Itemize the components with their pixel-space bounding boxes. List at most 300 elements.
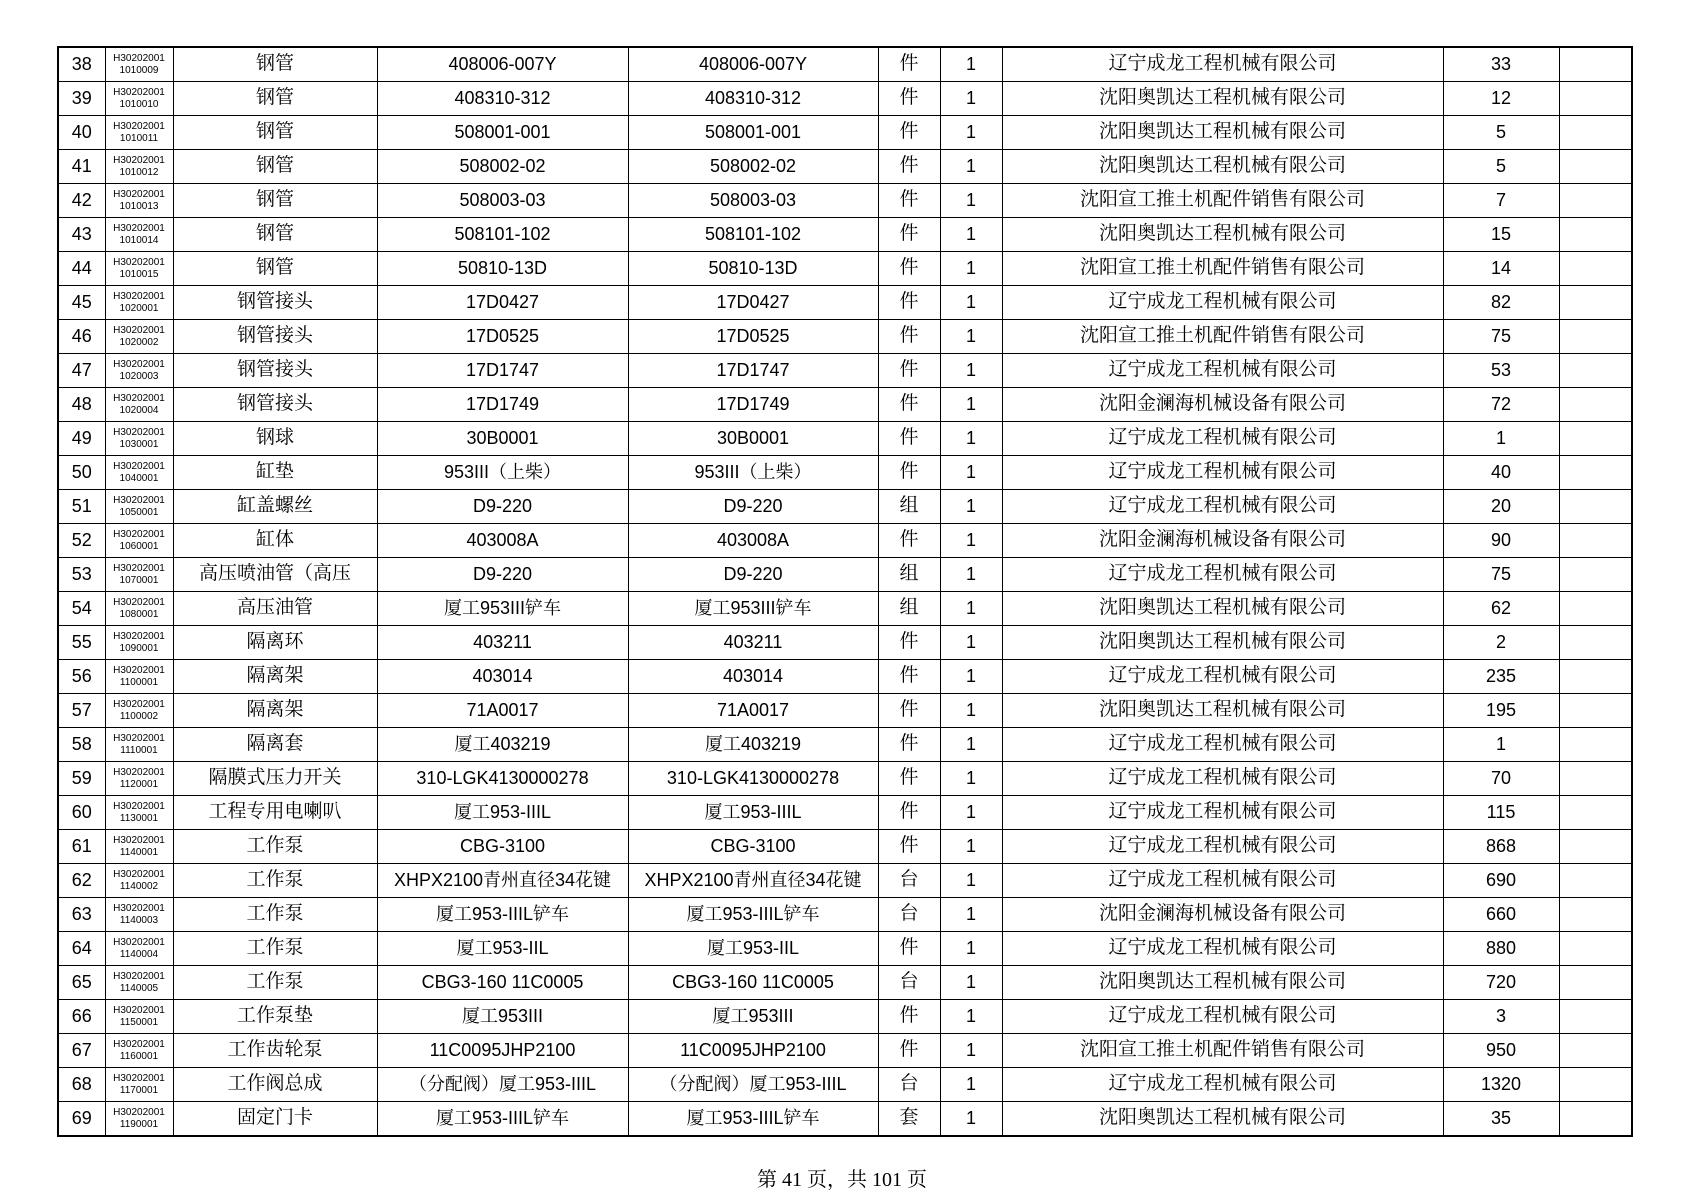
price-cell: 75 bbox=[1443, 320, 1559, 354]
price-cell: 53 bbox=[1443, 354, 1559, 388]
price-cell: 2 bbox=[1443, 626, 1559, 660]
remark-cell bbox=[1559, 558, 1632, 592]
model-cell: 厦工953-IIIL铲车 bbox=[628, 898, 878, 932]
item-name-cell: 钢管 bbox=[173, 184, 377, 218]
spec-cell: 厦工953III bbox=[377, 1000, 628, 1034]
price-cell: 70 bbox=[1443, 762, 1559, 796]
model-cell: 310-LGK4130000278 bbox=[628, 762, 878, 796]
price-cell: 72 bbox=[1443, 388, 1559, 422]
item-code-cell: H30202001 1030001 bbox=[105, 422, 173, 456]
item-code-cell: H30202001 1150001 bbox=[105, 1000, 173, 1034]
item-code-cell: H30202001 1010014 bbox=[105, 218, 173, 252]
unit-cell: 件 bbox=[878, 1000, 940, 1034]
table-row bbox=[58, 1000, 1632, 1034]
item-code-cell: H30202001 1020001 bbox=[105, 286, 173, 320]
unit-cell: 件 bbox=[878, 830, 940, 864]
model-cell: 403211 bbox=[628, 626, 878, 660]
model-cell: D9-220 bbox=[628, 490, 878, 524]
quantity-cell: 1 bbox=[940, 694, 1002, 728]
model-cell: 50810-13D bbox=[628, 252, 878, 286]
model-cell: 17D0427 bbox=[628, 286, 878, 320]
quantity-cell: 1 bbox=[940, 966, 1002, 1000]
item-code-cell: H30202001 1020003 bbox=[105, 354, 173, 388]
spec-cell: 508002-02 bbox=[377, 150, 628, 184]
supplier-cell: 辽宁成龙工程机械有限公司 bbox=[1002, 932, 1443, 966]
quantity-cell: 1 bbox=[940, 864, 1002, 898]
item-name-cell: 工作泵 bbox=[173, 898, 377, 932]
row-number-cell: 39 bbox=[58, 82, 105, 116]
item-name-cell: 工程专用电喇叭 bbox=[173, 796, 377, 830]
supplier-cell: 沈阳奥凯达工程机械有限公司 bbox=[1002, 150, 1443, 184]
item-code-cell: H30202001 1010011 bbox=[105, 116, 173, 150]
spec-cell: CBG-3100 bbox=[377, 830, 628, 864]
price-cell: 235 bbox=[1443, 660, 1559, 694]
supplier-cell: 沈阳宣工推土机配件销售有限公司 bbox=[1002, 320, 1443, 354]
remark-cell bbox=[1559, 354, 1632, 388]
supplier-cell: 沈阳宣工推土机配件销售有限公司 bbox=[1002, 1034, 1443, 1068]
item-code-cell: H30202001 1140001 bbox=[105, 830, 173, 864]
item-code-cell: H30202001 1010013 bbox=[105, 184, 173, 218]
model-cell: 厦工953-IIIL铲车 bbox=[628, 1102, 878, 1137]
table-row bbox=[58, 728, 1632, 762]
price-cell: 720 bbox=[1443, 966, 1559, 1000]
remark-cell bbox=[1559, 762, 1632, 796]
unit-cell: 件 bbox=[878, 524, 940, 558]
supplier-cell: 沈阳奥凯达工程机械有限公司 bbox=[1002, 82, 1443, 116]
spec-cell: 953III（上柴） bbox=[377, 456, 628, 490]
unit-cell: 件 bbox=[878, 660, 940, 694]
model-cell: 408310-312 bbox=[628, 82, 878, 116]
spec-cell: D9-220 bbox=[377, 558, 628, 592]
remark-cell bbox=[1559, 796, 1632, 830]
quantity-cell: 1 bbox=[940, 456, 1002, 490]
price-cell: 7 bbox=[1443, 184, 1559, 218]
row-number-cell: 44 bbox=[58, 252, 105, 286]
item-name-cell: 缸垫 bbox=[173, 456, 377, 490]
supplier-cell: 沈阳金澜海机械设备有限公司 bbox=[1002, 898, 1443, 932]
spec-cell: 403008A bbox=[377, 524, 628, 558]
row-number-cell: 66 bbox=[58, 1000, 105, 1034]
price-cell: 14 bbox=[1443, 252, 1559, 286]
spec-cell: XHPX2100青州直径34花键 bbox=[377, 864, 628, 898]
item-code-cell: H30202001 1140003 bbox=[105, 898, 173, 932]
quantity-cell: 1 bbox=[940, 422, 1002, 456]
supplier-cell: 辽宁成龙工程机械有限公司 bbox=[1002, 796, 1443, 830]
supplier-cell: 辽宁成龙工程机械有限公司 bbox=[1002, 47, 1443, 82]
row-number-cell: 42 bbox=[58, 184, 105, 218]
model-cell: 408006-007Y bbox=[628, 47, 878, 82]
table-row bbox=[58, 150, 1632, 184]
item-code-cell: H30202001 1140004 bbox=[105, 932, 173, 966]
unit-cell: 组 bbox=[878, 592, 940, 626]
row-number-cell: 62 bbox=[58, 864, 105, 898]
table-row bbox=[58, 490, 1632, 524]
unit-cell: 件 bbox=[878, 354, 940, 388]
unit-cell: 件 bbox=[878, 694, 940, 728]
remark-cell bbox=[1559, 456, 1632, 490]
price-cell: 1320 bbox=[1443, 1068, 1559, 1102]
spec-cell: 403211 bbox=[377, 626, 628, 660]
item-name-cell: 钢管 bbox=[173, 116, 377, 150]
unit-cell: 台 bbox=[878, 898, 940, 932]
unit-cell: 件 bbox=[878, 286, 940, 320]
price-cell: 3 bbox=[1443, 1000, 1559, 1034]
remark-cell bbox=[1559, 898, 1632, 932]
price-cell: 690 bbox=[1443, 864, 1559, 898]
remark-cell bbox=[1559, 286, 1632, 320]
unit-cell: 件 bbox=[878, 388, 940, 422]
item-name-cell: 钢管接头 bbox=[173, 388, 377, 422]
unit-cell: 组 bbox=[878, 558, 940, 592]
supplier-cell: 辽宁成龙工程机械有限公司 bbox=[1002, 864, 1443, 898]
price-cell: 33 bbox=[1443, 47, 1559, 82]
spec-cell: 50810-13D bbox=[377, 252, 628, 286]
remark-cell bbox=[1559, 150, 1632, 184]
supplier-cell: 辽宁成龙工程机械有限公司 bbox=[1002, 830, 1443, 864]
spec-cell: 厦工953-IIIL铲车 bbox=[377, 1102, 628, 1137]
supplier-cell: 沈阳金澜海机械设备有限公司 bbox=[1002, 524, 1443, 558]
model-cell: 403014 bbox=[628, 660, 878, 694]
model-cell: XHPX2100青州直径34花键 bbox=[628, 864, 878, 898]
table-row bbox=[58, 422, 1632, 456]
table-row bbox=[58, 286, 1632, 320]
table-row bbox=[58, 1102, 1632, 1137]
row-number-cell: 51 bbox=[58, 490, 105, 524]
spec-cell: 508003-03 bbox=[377, 184, 628, 218]
item-name-cell: 钢管 bbox=[173, 218, 377, 252]
item-name-cell: 工作阀总成 bbox=[173, 1068, 377, 1102]
item-code-cell: H30202001 1060001 bbox=[105, 524, 173, 558]
item-code-cell: H30202001 1010012 bbox=[105, 150, 173, 184]
row-number-cell: 53 bbox=[58, 558, 105, 592]
spec-cell: 71A0017 bbox=[377, 694, 628, 728]
unit-cell: 件 bbox=[878, 796, 940, 830]
supplier-cell: 沈阳奥凯达工程机械有限公司 bbox=[1002, 116, 1443, 150]
remark-cell bbox=[1559, 422, 1632, 456]
item-code-cell: H30202001 1120001 bbox=[105, 762, 173, 796]
page-number: 第 41 页，共 101 页 bbox=[757, 1169, 927, 1191]
item-code-cell: H30202001 1100002 bbox=[105, 694, 173, 728]
quantity-cell: 1 bbox=[940, 898, 1002, 932]
supplier-cell: 沈阳奥凯达工程机械有限公司 bbox=[1002, 694, 1443, 728]
quantity-cell: 1 bbox=[940, 762, 1002, 796]
spec-cell: 30B0001 bbox=[377, 422, 628, 456]
item-name-cell: 钢管接头 bbox=[173, 286, 377, 320]
supplier-cell: 辽宁成龙工程机械有限公司 bbox=[1002, 422, 1443, 456]
model-cell: 厦工953III bbox=[628, 1000, 878, 1034]
price-table bbox=[57, 46, 1633, 1137]
spec-cell: 508101-102 bbox=[377, 218, 628, 252]
quantity-cell: 1 bbox=[940, 592, 1002, 626]
quantity-cell: 1 bbox=[940, 116, 1002, 150]
remark-cell bbox=[1559, 524, 1632, 558]
unit-cell: 组 bbox=[878, 490, 940, 524]
table-row bbox=[58, 116, 1632, 150]
item-name-cell: 隔膜式压力开关 bbox=[173, 762, 377, 796]
model-cell: 30B0001 bbox=[628, 422, 878, 456]
unit-cell: 件 bbox=[878, 82, 940, 116]
quantity-cell: 1 bbox=[940, 184, 1002, 218]
unit-cell: 件 bbox=[878, 184, 940, 218]
supplier-cell: 辽宁成龙工程机械有限公司 bbox=[1002, 762, 1443, 796]
item-code-cell: H30202001 1020002 bbox=[105, 320, 173, 354]
spec-cell: CBG3-160 11C0005 bbox=[377, 966, 628, 1000]
item-name-cell: 钢管 bbox=[173, 150, 377, 184]
spec-cell: 17D0525 bbox=[377, 320, 628, 354]
price-cell: 82 bbox=[1443, 286, 1559, 320]
table-row bbox=[58, 898, 1632, 932]
table-row bbox=[58, 830, 1632, 864]
row-number-cell: 46 bbox=[58, 320, 105, 354]
table-row bbox=[58, 966, 1632, 1000]
item-name-cell: 工作泵 bbox=[173, 932, 377, 966]
item-name-cell: 缸体 bbox=[173, 524, 377, 558]
remark-cell bbox=[1559, 864, 1632, 898]
quantity-cell: 1 bbox=[940, 524, 1002, 558]
item-name-cell: 工作泵 bbox=[173, 830, 377, 864]
remark-cell bbox=[1559, 82, 1632, 116]
row-number-cell: 41 bbox=[58, 150, 105, 184]
unit-cell: 台 bbox=[878, 864, 940, 898]
row-number-cell: 64 bbox=[58, 932, 105, 966]
price-cell: 660 bbox=[1443, 898, 1559, 932]
spec-cell: 403014 bbox=[377, 660, 628, 694]
quantity-cell: 1 bbox=[940, 218, 1002, 252]
table-row bbox=[58, 354, 1632, 388]
model-cell: D9-220 bbox=[628, 558, 878, 592]
supplier-cell: 沈阳奥凯达工程机械有限公司 bbox=[1002, 626, 1443, 660]
remark-cell bbox=[1559, 388, 1632, 422]
model-cell: 17D0525 bbox=[628, 320, 878, 354]
price-cell: 15 bbox=[1443, 218, 1559, 252]
table-row bbox=[58, 932, 1632, 966]
item-name-cell: 工作齿轮泵 bbox=[173, 1034, 377, 1068]
spec-cell: 17D0427 bbox=[377, 286, 628, 320]
unit-cell: 件 bbox=[878, 456, 940, 490]
remark-cell bbox=[1559, 116, 1632, 150]
quantity-cell: 1 bbox=[940, 796, 1002, 830]
model-cell: 17D1747 bbox=[628, 354, 878, 388]
quantity-cell: 1 bbox=[940, 354, 1002, 388]
remark-cell bbox=[1559, 728, 1632, 762]
price-cell: 5 bbox=[1443, 116, 1559, 150]
quantity-cell: 1 bbox=[940, 626, 1002, 660]
item-code-cell: H30202001 1100001 bbox=[105, 660, 173, 694]
unit-cell: 台 bbox=[878, 1068, 940, 1102]
supplier-cell: 辽宁成龙工程机械有限公司 bbox=[1002, 456, 1443, 490]
quantity-cell: 1 bbox=[940, 252, 1002, 286]
remark-cell bbox=[1559, 966, 1632, 1000]
model-cell: （分配阀）厦工953-IIIL bbox=[628, 1068, 878, 1102]
row-number-cell: 59 bbox=[58, 762, 105, 796]
remark-cell bbox=[1559, 47, 1632, 82]
model-cell: 厦工953III铲车 bbox=[628, 592, 878, 626]
table-row bbox=[58, 218, 1632, 252]
price-cell: 5 bbox=[1443, 150, 1559, 184]
table-row bbox=[58, 626, 1632, 660]
item-name-cell: 钢管 bbox=[173, 252, 377, 286]
row-number-cell: 50 bbox=[58, 456, 105, 490]
row-number-cell: 49 bbox=[58, 422, 105, 456]
unit-cell: 套 bbox=[878, 1102, 940, 1137]
row-number-cell: 40 bbox=[58, 116, 105, 150]
supplier-cell: 沈阳奥凯达工程机械有限公司 bbox=[1002, 218, 1443, 252]
item-name-cell: 工作泵垫 bbox=[173, 1000, 377, 1034]
row-number-cell: 52 bbox=[58, 524, 105, 558]
table-row bbox=[58, 592, 1632, 626]
item-code-cell: H30202001 1090001 bbox=[105, 626, 173, 660]
model-cell: 508001-001 bbox=[628, 116, 878, 150]
model-cell: 17D1749 bbox=[628, 388, 878, 422]
supplier-cell: 沈阳奥凯达工程机械有限公司 bbox=[1002, 966, 1443, 1000]
price-cell: 1 bbox=[1443, 728, 1559, 762]
quantity-cell: 1 bbox=[940, 728, 1002, 762]
row-number-cell: 47 bbox=[58, 354, 105, 388]
price-cell: 950 bbox=[1443, 1034, 1559, 1068]
price-cell: 195 bbox=[1443, 694, 1559, 728]
price-cell: 880 bbox=[1443, 932, 1559, 966]
unit-cell: 件 bbox=[878, 47, 940, 82]
item-code-cell: H30202001 1080001 bbox=[105, 592, 173, 626]
price-cell: 12 bbox=[1443, 82, 1559, 116]
remark-cell bbox=[1559, 626, 1632, 660]
supplier-cell: 辽宁成龙工程机械有限公司 bbox=[1002, 354, 1443, 388]
supplier-cell: 沈阳宣工推土机配件销售有限公司 bbox=[1002, 252, 1443, 286]
table-row bbox=[58, 47, 1632, 82]
supplier-cell: 辽宁成龙工程机械有限公司 bbox=[1002, 1000, 1443, 1034]
table-row bbox=[58, 1068, 1632, 1102]
table-row bbox=[58, 82, 1632, 116]
model-cell: CBG-3100 bbox=[628, 830, 878, 864]
remark-cell bbox=[1559, 830, 1632, 864]
item-code-cell: H30202001 1010010 bbox=[105, 82, 173, 116]
unit-cell: 件 bbox=[878, 320, 940, 354]
spec-cell: 11C0095JHP2100 bbox=[377, 1034, 628, 1068]
row-number-cell: 57 bbox=[58, 694, 105, 728]
item-code-cell: H30202001 1070001 bbox=[105, 558, 173, 592]
supplier-cell: 辽宁成龙工程机械有限公司 bbox=[1002, 490, 1443, 524]
item-code-cell: H30202001 1050001 bbox=[105, 490, 173, 524]
table-row bbox=[58, 762, 1632, 796]
quantity-cell: 1 bbox=[940, 558, 1002, 592]
table-row bbox=[58, 1034, 1632, 1068]
quantity-cell: 1 bbox=[940, 1068, 1002, 1102]
item-name-cell: 钢管 bbox=[173, 82, 377, 116]
row-number-cell: 48 bbox=[58, 388, 105, 422]
spec-cell: 厦工953-IIIL bbox=[377, 796, 628, 830]
quantity-cell: 1 bbox=[940, 47, 1002, 82]
table-row bbox=[58, 796, 1632, 830]
item-name-cell: 钢管接头 bbox=[173, 354, 377, 388]
table-row bbox=[58, 184, 1632, 218]
spec-cell: 408310-312 bbox=[377, 82, 628, 116]
price-cell: 75 bbox=[1443, 558, 1559, 592]
spec-cell: 17D1747 bbox=[377, 354, 628, 388]
remark-cell bbox=[1559, 252, 1632, 286]
row-number-cell: 65 bbox=[58, 966, 105, 1000]
table-row bbox=[58, 524, 1632, 558]
remark-cell bbox=[1559, 1034, 1632, 1068]
row-number-cell: 43 bbox=[58, 218, 105, 252]
row-number-cell: 45 bbox=[58, 286, 105, 320]
spec-cell: 厦工403219 bbox=[377, 728, 628, 762]
remark-cell bbox=[1559, 932, 1632, 966]
supplier-cell: 辽宁成龙工程机械有限公司 bbox=[1002, 558, 1443, 592]
spec-cell: 厦工953-IIL bbox=[377, 932, 628, 966]
item-name-cell: 高压油管 bbox=[173, 592, 377, 626]
quantity-cell: 1 bbox=[940, 490, 1002, 524]
row-number-cell: 61 bbox=[58, 830, 105, 864]
quantity-cell: 1 bbox=[940, 932, 1002, 966]
remark-cell bbox=[1559, 1068, 1632, 1102]
remark-cell bbox=[1559, 1000, 1632, 1034]
spec-cell: D9-220 bbox=[377, 490, 628, 524]
price-cell: 35 bbox=[1443, 1102, 1559, 1137]
item-name-cell: 隔离架 bbox=[173, 694, 377, 728]
item-code-cell: H30202001 1140002 bbox=[105, 864, 173, 898]
quantity-cell: 1 bbox=[940, 1102, 1002, 1137]
table-row bbox=[58, 864, 1632, 898]
remark-cell bbox=[1559, 184, 1632, 218]
row-number-cell: 56 bbox=[58, 660, 105, 694]
table-row bbox=[58, 388, 1632, 422]
remark-cell bbox=[1559, 490, 1632, 524]
model-cell: 厦工403219 bbox=[628, 728, 878, 762]
spec-cell: 17D1749 bbox=[377, 388, 628, 422]
item-name-cell: 工作泵 bbox=[173, 966, 377, 1000]
item-name-cell: 钢球 bbox=[173, 422, 377, 456]
price-cell: 115 bbox=[1443, 796, 1559, 830]
unit-cell: 件 bbox=[878, 218, 940, 252]
model-cell: 403008A bbox=[628, 524, 878, 558]
row-number-cell: 38 bbox=[58, 47, 105, 82]
row-number-cell: 68 bbox=[58, 1068, 105, 1102]
price-cell: 1 bbox=[1443, 422, 1559, 456]
spec-cell: 408006-007Y bbox=[377, 47, 628, 82]
unit-cell: 件 bbox=[878, 252, 940, 286]
table-row bbox=[58, 558, 1632, 592]
quantity-cell: 1 bbox=[940, 82, 1002, 116]
model-cell: 厦工953-IIIL bbox=[628, 796, 878, 830]
item-code-cell: H30202001 1040001 bbox=[105, 456, 173, 490]
price-cell: 90 bbox=[1443, 524, 1559, 558]
remark-cell bbox=[1559, 592, 1632, 626]
item-code-cell: H30202001 1170001 bbox=[105, 1068, 173, 1102]
model-cell: 508101-102 bbox=[628, 218, 878, 252]
item-name-cell: 高压喷油管（高压 bbox=[173, 558, 377, 592]
quantity-cell: 1 bbox=[940, 660, 1002, 694]
item-code-cell: H30202001 1160001 bbox=[105, 1034, 173, 1068]
row-number-cell: 60 bbox=[58, 796, 105, 830]
model-cell: CBG3-160 11C0005 bbox=[628, 966, 878, 1000]
item-code-cell: H30202001 1190001 bbox=[105, 1102, 173, 1137]
remark-cell bbox=[1559, 660, 1632, 694]
table-row bbox=[58, 320, 1632, 354]
supplier-cell: 辽宁成龙工程机械有限公司 bbox=[1002, 286, 1443, 320]
supplier-cell: 辽宁成龙工程机械有限公司 bbox=[1002, 1068, 1443, 1102]
row-number-cell: 55 bbox=[58, 626, 105, 660]
unit-cell: 件 bbox=[878, 932, 940, 966]
row-number-cell: 69 bbox=[58, 1102, 105, 1137]
remark-cell bbox=[1559, 218, 1632, 252]
supplier-cell: 沈阳奥凯达工程机械有限公司 bbox=[1002, 1102, 1443, 1137]
model-cell: 71A0017 bbox=[628, 694, 878, 728]
item-name-cell: 隔离套 bbox=[173, 728, 377, 762]
supplier-cell: 辽宁成龙工程机械有限公司 bbox=[1002, 728, 1443, 762]
row-number-cell: 54 bbox=[58, 592, 105, 626]
item-code-cell: H30202001 1110001 bbox=[105, 728, 173, 762]
table-row bbox=[58, 252, 1632, 286]
